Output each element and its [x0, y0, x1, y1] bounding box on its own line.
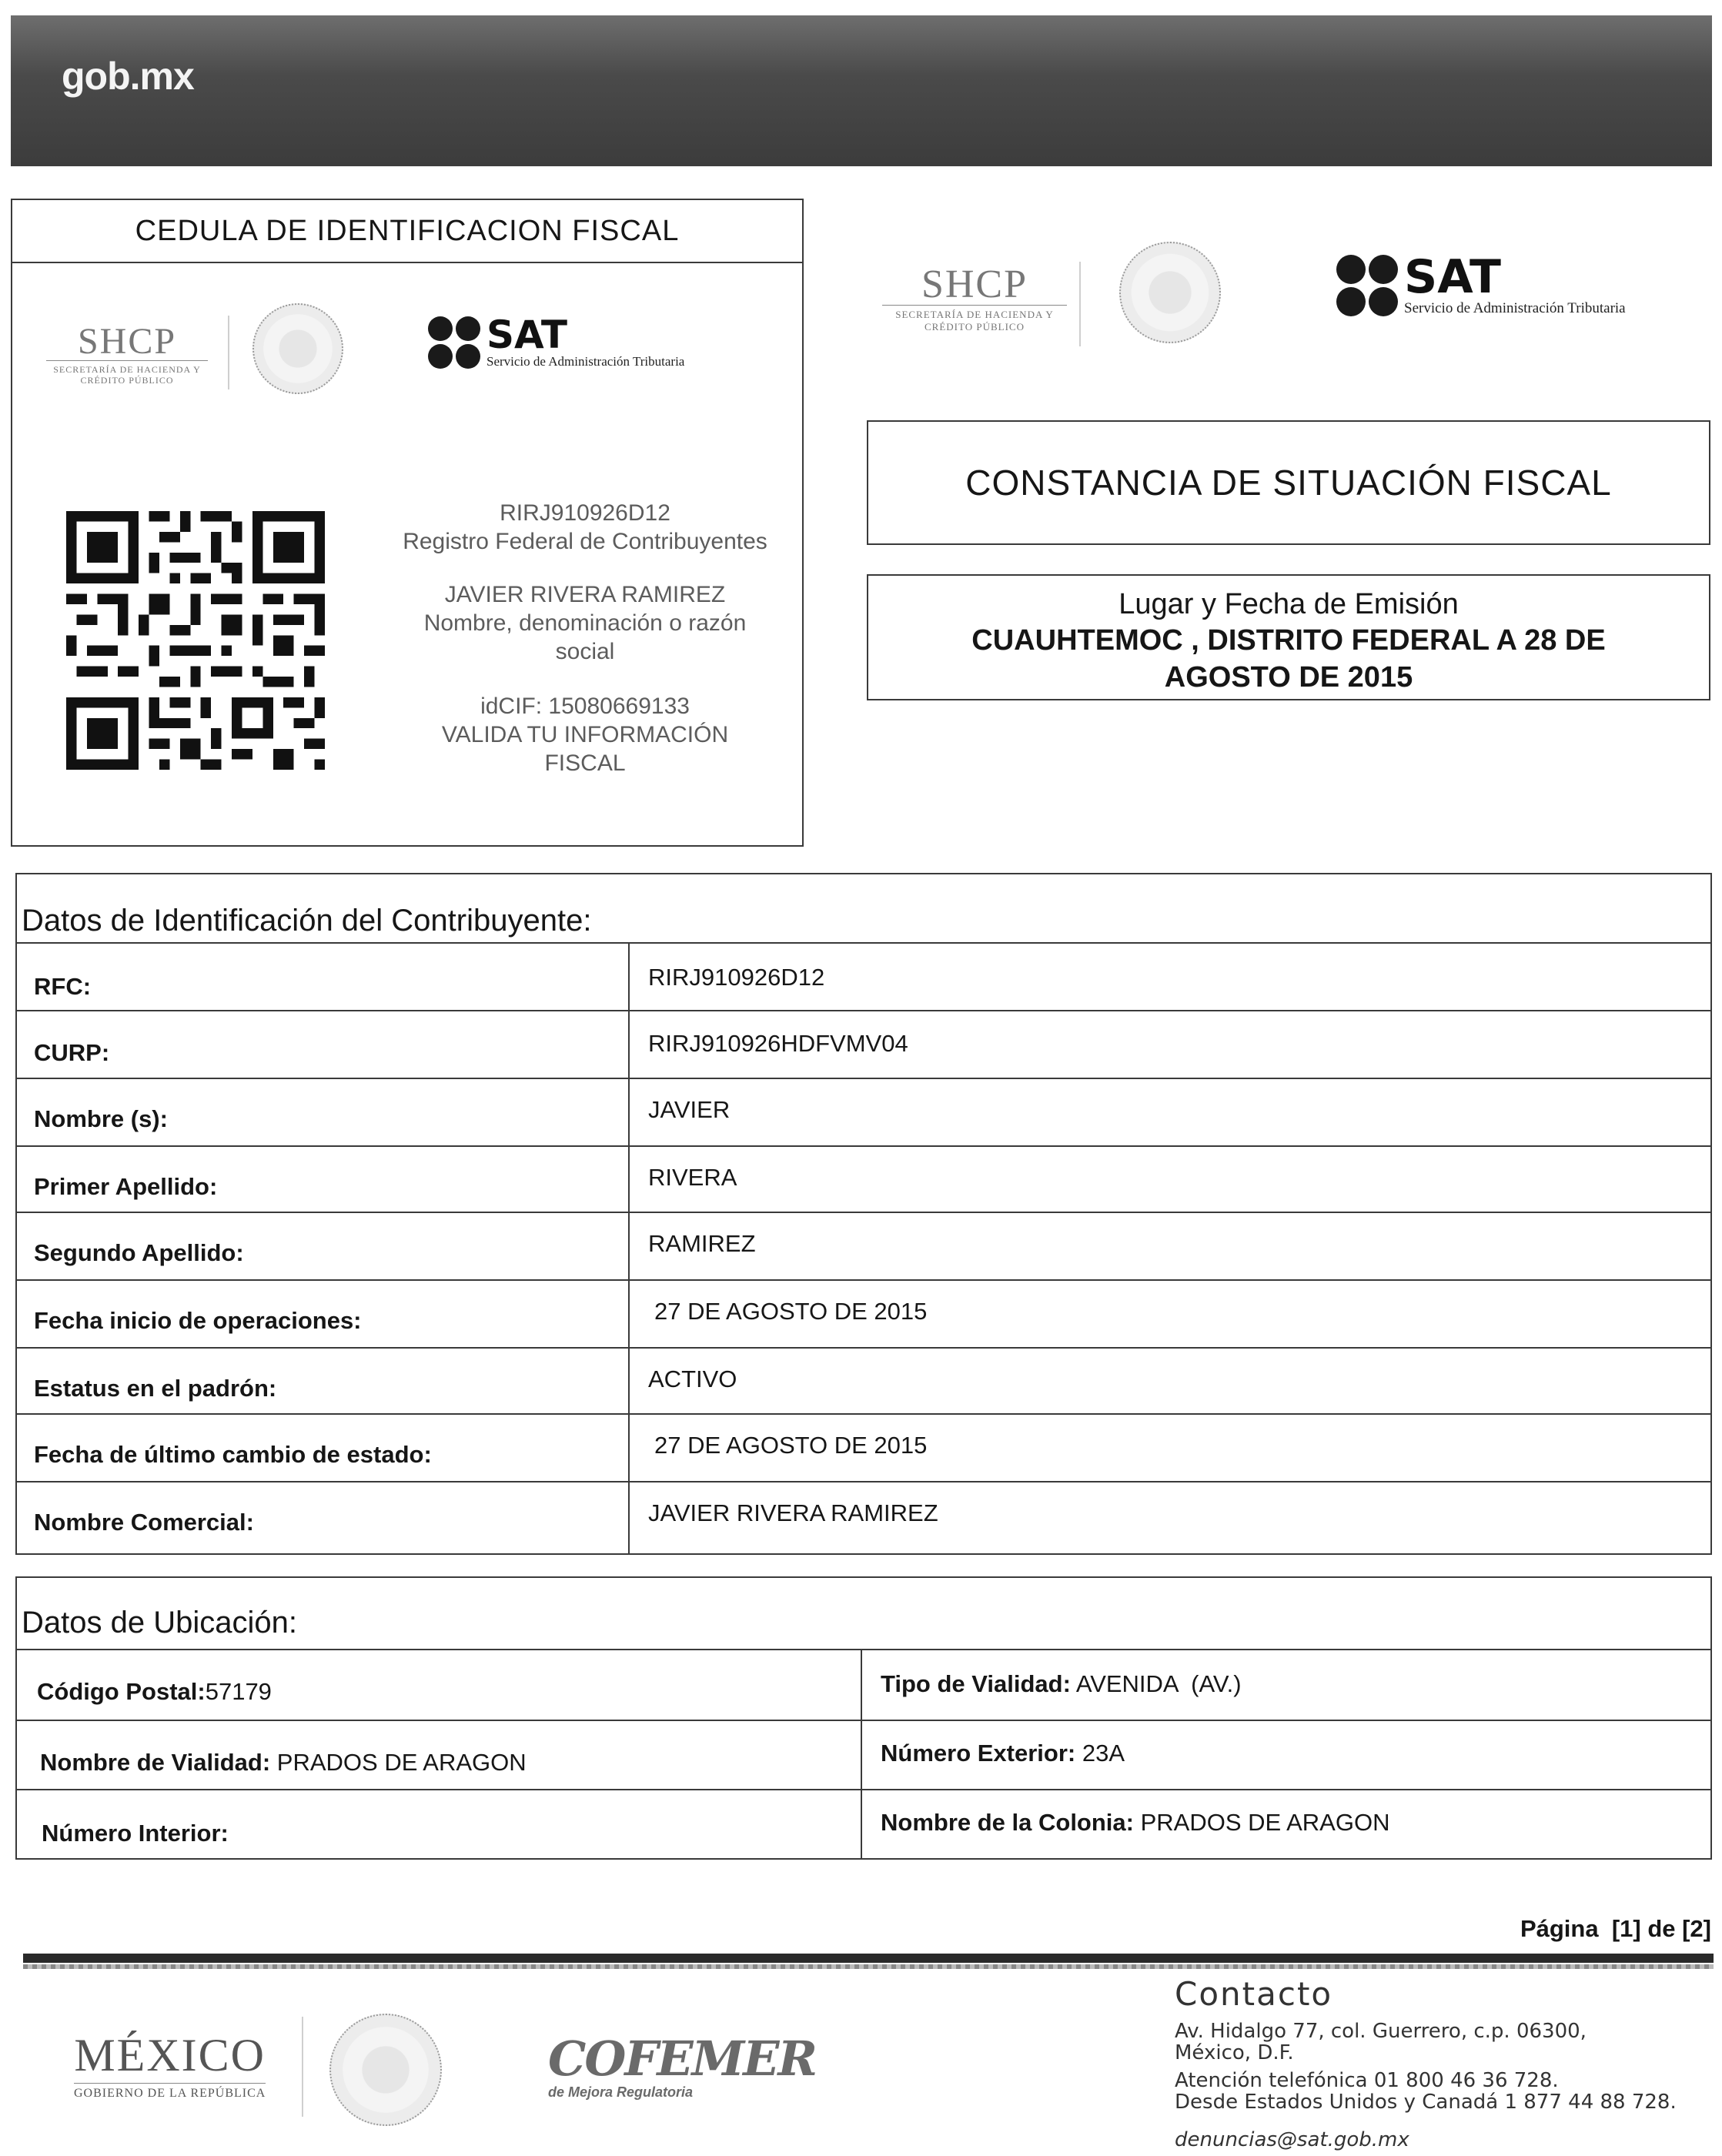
row-value: RIVERA	[648, 1164, 737, 1191]
table-row	[17, 1347, 1710, 1413]
contacto-email-link[interactable]: denuncias@sat.gob.mx	[1175, 2128, 1409, 2151]
lugar-value-2: AGOSTO DE 2015	[1164, 661, 1413, 694]
contacto-block	[1175, 1975, 1677, 2151]
coat-of-arms-seal-footer-icon	[329, 2014, 442, 2126]
lugar-fecha-box	[867, 574, 1710, 700]
qr-code[interactable]	[66, 511, 325, 770]
row-value: ACTIVO	[648, 1365, 737, 1392]
numero-interior-cell	[42, 1820, 229, 1847]
row-label: Nombre (s):	[34, 1105, 168, 1132]
cell-label: Código Postal:	[37, 1678, 206, 1705]
logo-divider-right	[1079, 262, 1081, 346]
shcp-logo-right	[882, 262, 1067, 333]
row-label: CURP:	[34, 1039, 110, 1066]
cedula-name-label-2: social	[555, 639, 615, 664]
cofemer-logo	[548, 2031, 817, 2101]
ubicacion-table	[15, 1576, 1712, 1860]
cell-value: PRADOS DE ARAGON	[1140, 1809, 1390, 1836]
cedula-valida-2[interactable]: FISCAL	[544, 750, 626, 776]
cedula-title: CEDULA DE IDENTIFICACION FISCAL	[11, 199, 804, 263]
sat-logo-right-name: SAT	[1404, 250, 1501, 304]
contacto-line: Av. Hidalgo 77, col. Guerrero, c.p. 06300,	[1175, 2020, 1587, 2043]
sat-dots-icon	[428, 316, 480, 369]
mexico-logo	[74, 2032, 266, 2101]
cedula-rfc: RIRJ910926D12	[500, 500, 670, 526]
row-value: RAMIREZ	[648, 1230, 756, 1257]
table-row	[17, 1078, 1710, 1145]
row-value: RIRJ910926D12	[648, 964, 825, 991]
tipo-vialidad-cell	[881, 1670, 1242, 1698]
cell-value: AVENIDA (AV.)	[1075, 1670, 1242, 1697]
cofemer-logo-subtitle: de Mejora Regulatoria	[548, 2084, 694, 2100]
contacto-line: Desde Estados Unidos y Canadá 1 877 44 88 728.	[1175, 2091, 1677, 2114]
cedula-idcif: idCIF: 15080669133	[480, 694, 690, 719]
logo-divider	[228, 316, 229, 389]
numero-exterior-cell	[881, 1740, 1125, 1767]
shcp-logo-subtitle: SECRETARÍA DE HACIENDA Y CRÉDITO PÚBLICO	[46, 360, 208, 386]
shcp-logo-right-name: SHCP	[921, 262, 1028, 306]
shcp-logo-name: SHCP	[77, 321, 177, 362]
table-row	[17, 1789, 1710, 1860]
table-row	[17, 1010, 1710, 1078]
contacto-line: México, D.F.	[1175, 2041, 1294, 2064]
mexico-logo-subtitle: GOBIERNO DE LA REPÚBLICA	[74, 2083, 266, 2101]
mexico-logo-name: MÉXICO	[74, 2030, 266, 2081]
gobmx-logo[interactable]: gob.mx	[62, 55, 194, 98]
cell-value: 23A	[1082, 1740, 1125, 1767]
table-row	[17, 1212, 1710, 1279]
table-row	[17, 1413, 1710, 1481]
cell-value: 57179	[205, 1678, 272, 1705]
row-value: 27 DE AGOSTO DE 2015	[654, 1298, 928, 1325]
page-indicator: Página [1] de [2]	[1520, 1915, 1711, 1942]
lugar-value-1: CUAUHTEMOC , DISTRITO FEDERAL A 28 DE	[971, 624, 1606, 657]
coat-of-arms-seal-icon	[252, 303, 343, 394]
cofemer-logo-name: COFEMER	[548, 2031, 817, 2087]
nombre-colonia-cell	[881, 1809, 1389, 1837]
coat-of-arms-seal-right-icon	[1119, 242, 1221, 343]
cedula-info	[385, 499, 785, 777]
row-label: Fecha inicio de operaciones:	[34, 1307, 362, 1334]
cell-label: Tipo de Vialidad:	[881, 1670, 1071, 1697]
shcp-logo-right-subtitle: SECRETARÍA DE HACIENDA Y CRÉDITO PÚBLICO	[882, 305, 1067, 333]
row-label: Primer Apellido:	[34, 1173, 218, 1200]
contacto-title: Contacto	[1175, 1975, 1333, 2013]
footer-rule	[23, 1954, 1714, 1963]
table-row	[17, 1720, 1710, 1789]
row-label: Segundo Apellido:	[34, 1239, 244, 1266]
sat-dots-right-icon	[1336, 255, 1398, 316]
cedula-rfc-label: Registro Federal de Contribuyentes	[403, 529, 767, 554]
footer-logo-divider	[302, 2017, 303, 2117]
qr-finder-top-left	[66, 511, 139, 583]
table-row	[17, 1481, 1710, 1553]
identificacion-table	[15, 873, 1712, 1555]
row-value: 27 DE AGOSTO DE 2015	[654, 1432, 928, 1459]
cedula-name-label-1: Nombre, denominación o razón	[423, 610, 747, 636]
row-value: JAVIER RIVERA RAMIREZ	[648, 1499, 938, 1526]
cell-label: Nombre de Vialidad:	[40, 1749, 271, 1776]
row-label: Fecha de último cambio de estado:	[34, 1441, 432, 1468]
constancia-title: CONSTANCIA DE SITUACIÓN FISCAL	[867, 420, 1710, 545]
contacto-line: Atención telefónica 01 800 46 36 728.	[1175, 2069, 1559, 2092]
cedula-name: JAVIER RIVERA RAMIREZ	[444, 582, 726, 607]
footer-rule-dashed	[23, 1964, 1714, 1969]
codigo-postal-cell	[37, 1678, 272, 1706]
cell-label: Número Exterior:	[881, 1740, 1076, 1767]
qr-finder-top-right	[252, 511, 325, 583]
sat-logo-name: SAT	[487, 313, 567, 357]
gobmx-header-bar	[11, 15, 1712, 166]
row-label: RFC:	[34, 973, 92, 1000]
qr-finder-bottom-left	[66, 697, 139, 770]
table-row	[17, 1649, 1710, 1720]
ubicacion-title: Datos de Ubicación:	[22, 1606, 297, 1640]
sat-logo-right-subtitle: Servicio de Administración Tributaria	[1404, 300, 1626, 316]
nombre-vialidad-cell	[40, 1749, 527, 1777]
identificacion-title: Datos de Identificación del Contribuyente:	[22, 904, 592, 938]
row-label: Estatus en el padrón:	[34, 1375, 277, 1402]
row-value: RIRJ910926HDFVMV04	[648, 1030, 908, 1057]
sat-logo-right	[1336, 250, 1626, 317]
table-row	[17, 1145, 1710, 1212]
cell-value: PRADOS DE ARAGON	[276, 1749, 527, 1776]
sat-logo	[428, 313, 685, 369]
table-row	[17, 1279, 1710, 1347]
table-row	[17, 942, 1710, 1010]
shcp-logo	[46, 323, 208, 386]
sat-logo-subtitle: Servicio de Administración Tributaria	[487, 354, 685, 369]
cell-label: Nombre de la Colonia:	[881, 1809, 1134, 1836]
lugar-label: Lugar y Fecha de Emisión	[1118, 588, 1459, 620]
row-value: JAVIER	[648, 1096, 731, 1123]
cedula-valida-1[interactable]: VALIDA TU INFORMACIÓN	[441, 722, 729, 747]
row-label: Nombre Comercial:	[34, 1509, 254, 1536]
cell-label: Número Interior:	[42, 1820, 229, 1847]
